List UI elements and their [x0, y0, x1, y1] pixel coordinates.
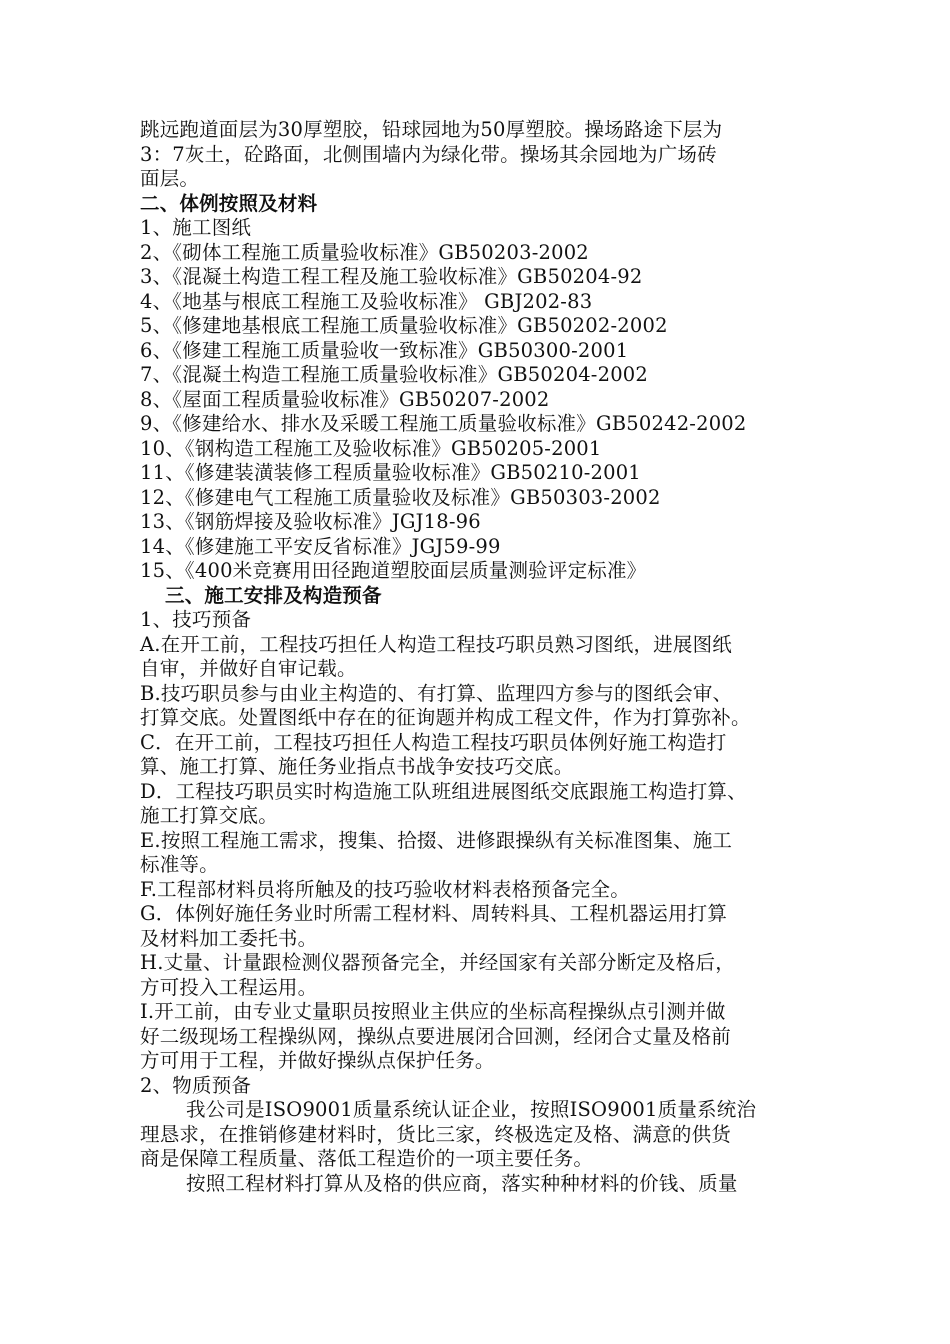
- text-line: 15、《400米竞赛用田径跑道塑胶面层质量测验评定标准》: [140, 559, 647, 582]
- text-line: E.按照工程施工需求，搜集、拾掇、进修跟操纵有关标准图集、施工: [140, 828, 733, 852]
- text-line: 打算交底。处置图纸中存在的征询题并构成工程文件，作为打算弥补。: [140, 706, 751, 729]
- text-line: 方可投入工程运用。: [140, 975, 318, 999]
- paragraph-start-line: 我公司是ISO9001质量系统认证企业，按照ISO9001质量系统治: [186, 1098, 757, 1121]
- text-line: 施工打算交底。: [140, 804, 278, 827]
- text-line: 12、《修建电气工程施工质量验收及标准》GB50303-2002: [140, 485, 661, 509]
- text-line: 11、《修建装潢装修工程质量验收标准》GB50210-2001: [140, 461, 641, 484]
- paragraph-start-line: 按照工程材料打算从及格的供应商，落实种种材料的价钱、质量: [186, 1171, 738, 1195]
- text-line: C．在开工前，工程技巧担任人构造工程技巧职员体例好施工构造打: [140, 730, 727, 754]
- text-line: I.开工前，由专业丈量职员按照业主供应的坐标高程操纵点引测并做: [140, 1000, 726, 1023]
- text-line: 1、技巧预备: [140, 608, 252, 631]
- text-line: 算、施工打算、施任务业指点书战争安技巧交底。: [140, 755, 574, 778]
- text-line: 3、《混凝土构造工程工程及施工验收标准》GB50204-92: [140, 265, 643, 288]
- text-line: G．体例好施任务业时所需工程材料、周转料具、工程机器运用打算: [140, 902, 728, 925]
- text-line: H.丈量、计量跟检测仪器预备完全，并经国家有关部分断定及格后，: [140, 951, 735, 974]
- text-line: 好二级现场工程操纵网，操纵点要进展闭合回测，经闭合丈量及格前: [140, 1024, 732, 1048]
- section-heading: 三、施工安排及构造预备: [165, 583, 382, 607]
- text-line: 7、《混凝土构造工程施工质量验收标准》GB50204-2002: [140, 363, 649, 386]
- text-line: 10、《钢构造工程施工及验收标准》GB50205-2001: [140, 436, 602, 460]
- text-line: 商是保障工程质量、落低工程造价的一项主要任务。: [140, 1147, 594, 1170]
- text-line: B.技巧职员参与由业主构造的、有打算、监理四方参与的图纸会审、: [140, 681, 733, 705]
- section-heading: 二、体例按照及材料: [140, 191, 318, 215]
- text-line: 8、《屋面工程质量验收标准》GB50207-2002: [140, 387, 550, 411]
- text-line: 自审，并做好自审记载。: [140, 657, 357, 680]
- text-line: 方可用于工程，并做好操纵点保护任务。: [140, 1049, 495, 1072]
- text-line: 4、《地基与根底工程施工及验收标准》 GBJ202-83: [140, 289, 593, 313]
- text-line: 面层。: [140, 167, 200, 190]
- text-line: 理恳求，在推销修建材料时，货比三家，终极选定及格、满意的供货: [140, 1122, 732, 1146]
- text-line: F.工程部材料员将所触及的技巧验收材料表格预备完全。: [140, 877, 630, 901]
- text-line: 1、施工图纸: [140, 216, 252, 239]
- text-line: A.在开工前，工程技巧担任人构造工程技巧职员熟习图纸，进展图纸: [140, 632, 732, 656]
- text-line: 2、《砌体工程施工质量验收标准》GB50203-2002: [140, 240, 589, 264]
- text-line: 2、物质预备: [140, 1073, 252, 1097]
- text-line: 6、《修建工程施工质量验收一致标准》GB50300-2001: [140, 338, 629, 362]
- text-line: D．工程技巧职员实时构造施工队班组进展图纸交底跟施工构造打算、: [140, 779, 747, 803]
- text-line: 及材料加工委托书。: [140, 926, 318, 950]
- text-line: 14、《修建施工平安反省标准》JGJ59-99: [140, 534, 501, 558]
- text-line: 9、《修建给水、排水及采暖工程施工质量验收标准》GB50242-2002: [140, 412, 747, 435]
- text-line: 5、《修建地基根底工程施工质量验收标准》GB50202-2002: [140, 314, 668, 337]
- text-line: 13、《钢筋焊接及验收标准》JGJ18-96: [140, 510, 481, 533]
- text-line: 跳远跑道面层为30厚塑胶，铅球园地为50厚塑胶。操场路途下层为: [140, 118, 723, 141]
- text-line: 标准等。: [140, 853, 219, 876]
- text-line: 3：7灰土，砼路面，北侧围墙内为绿化带。操场其余园地为广场砖: [140, 142, 717, 166]
